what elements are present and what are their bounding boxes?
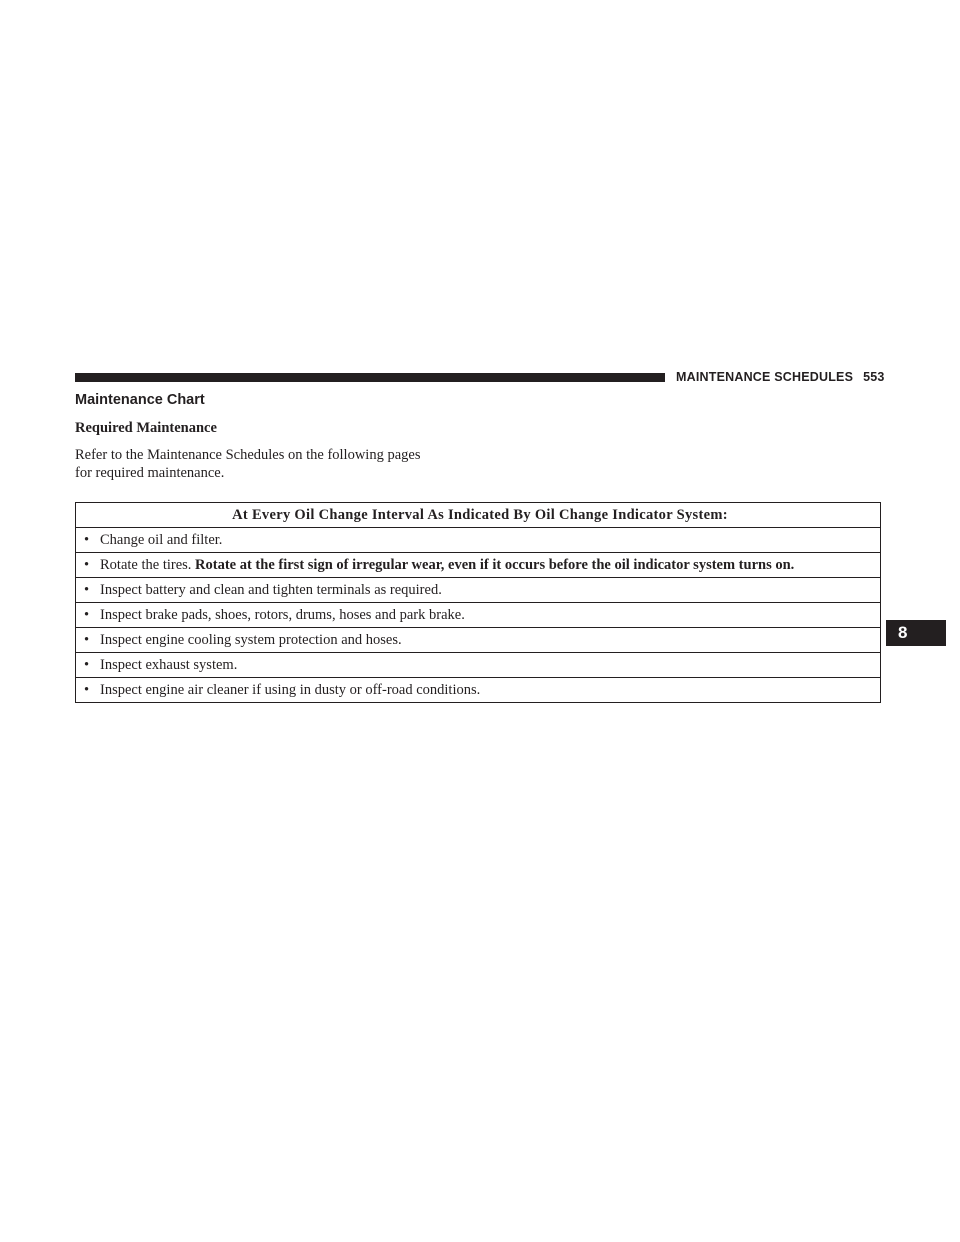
table-row [76,678,881,703]
bullet-icon: • [84,557,90,573]
table-row [76,603,881,628]
header-rule [75,373,665,382]
page-title: Maintenance Chart [75,392,205,408]
intro-paragraph [75,446,495,482]
table-row [76,653,881,678]
table-header: At Every Oil Change Interval As Indicated By Oil Change Indicator System: [76,503,881,528]
chapter-tab: 8 [886,620,946,646]
row-text: Inspect battery and clean and tighten terminals as required. [100,582,442,598]
bullet-icon: • [84,607,90,623]
bullet-icon: • [84,657,90,673]
row-text: Inspect engine air cleaner if using in dusty or off-road conditions. [100,682,481,698]
bullet-icon: • [84,632,90,648]
bullet-icon: • [84,532,90,548]
table-row [76,528,881,553]
running-header [676,370,885,384]
table-row [76,628,881,653]
bullet-icon: • [84,582,90,598]
subheading: Required Maintenance [75,420,217,436]
table-row [76,578,881,603]
row-bold-text: Rotate at the first sign of irregular wear, even if it occurs before the oil indicator system turns on. [195,557,795,573]
intro-line: Refer to the Maintenance Schedules on the following pages [75,447,421,463]
maintenance-table [75,502,881,703]
row-text: Inspect engine cooling system protection and hoses. [100,632,402,648]
intro-line: for required maintenance. [75,465,225,481]
row-text: Rotate the tires. [100,557,196,573]
table-row [76,553,881,578]
section-name: MAINTENANCE SCHEDULES [676,370,854,384]
row-text: Inspect brake pads, shoes, rotors, drums, hoses and park brake. [100,607,465,623]
page-number: 553 [863,370,885,384]
row-text: Change oil and filter. [100,532,223,548]
row-text: Inspect exhaust system. [100,657,238,673]
bullet-icon: • [84,682,90,698]
